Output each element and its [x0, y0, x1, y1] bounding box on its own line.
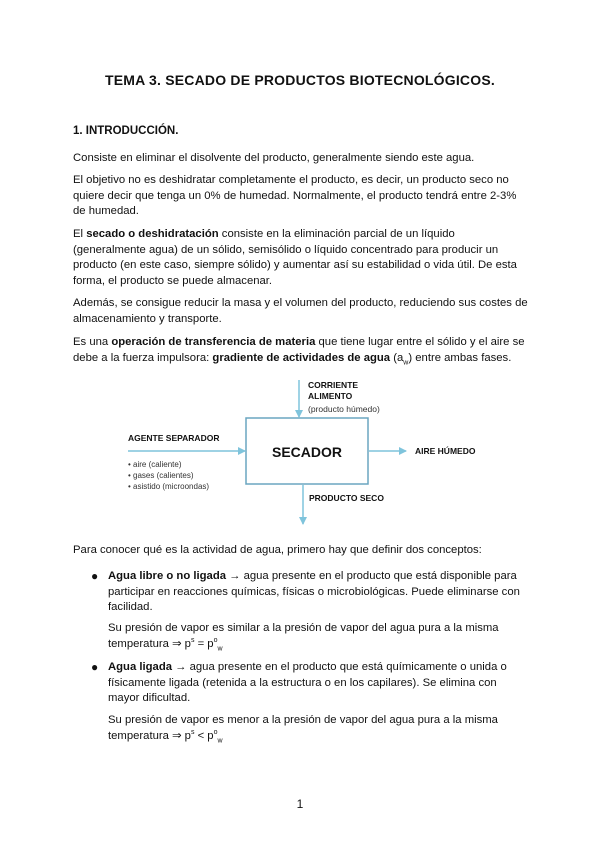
- agent-item: • asistido (microondas): [128, 482, 210, 491]
- feed-label-2: ALIMENTO: [308, 391, 353, 401]
- paragraph-2: El objetivo no es deshidratar completamente el producto, es decir, un producto seco no quiere decir que tenga un 0% de humedad. Normalmente, el producto tendrá entre 2-3% de humedad.: [73, 174, 517, 217]
- secador-label: SECADOR: [271, 444, 343, 460]
- agent-label: AGENTE SEPARADOR: [128, 433, 220, 443]
- paragraph-5: Es una operación de transferencia de materia que tiene lugar entre el sólido y el aire se debe a la fuerza impulsora: gradiente de actividades de agua $(a_w)$ entre ambas fases.: [73, 336, 525, 366]
- agent-item: • gases (calientes): [128, 471, 194, 480]
- bullet-dot: ●: [91, 569, 99, 583]
- bullet-free-water: Agua libre o no ligada → agua presente en el producto que está disponible para participar en reacciones químicas, físicas o microbiológicas. Puede eliminarse con facilidad.: [108, 570, 520, 613]
- bold-term: secado o deshidratación: [86, 228, 219, 240]
- paragraph-3: El secado o deshidratación consiste en la eliminación parcial de un líquido (generalmente agua) de un sólido, semisólido o líquido concentrado para producir un producto (en este caso, siempre sólido) y aumentar así su estabilidad o vida útil. De esta forma, el producto se puede almacenar.: [73, 228, 517, 287]
- humid-air-label: AIRE HÚMEDO: [415, 446, 476, 456]
- bullet-dot: ●: [91, 660, 99, 674]
- section-heading: 1. INTRODUCCIÓN.: [73, 125, 179, 137]
- page-number: 1: [296, 797, 304, 811]
- bound-water-pressure: Su presión de vapor es menor a la presión de vapor del agua pura a la misma temperatura ⇒ $p^s < p^o_w$: [108, 714, 498, 744]
- bold-term: gradiente de actividades de agua: [212, 351, 391, 364]
- paragraph-6: Para conocer qué es la actividad de agua, primero hay que definir dos conceptos:: [73, 544, 482, 556]
- drying-process-diagram: [110, 376, 510, 531]
- bullet-bound-water: Agua ligada → agua presente en el producto que está químicamente o unida o físicamente ligada (retenida a la estructura o en los capilares). Se elimina con mayor dificultad.: [108, 661, 507, 704]
- dry-product-label: PRODUCTO SECO: [309, 493, 384, 503]
- paragraph-1: Consiste en eliminar el disolvente del producto, generalmente siendo este agua.: [73, 152, 475, 164]
- paragraph-4: Además, se consigue reducir la masa y el volumen del producto, reduciendo sus costes de almacenamiento y transporte.: [73, 297, 528, 325]
- page-title: TEMA 3. SECADO DE PRODUCTOS BIOTECNOLÓGICOS.: [105, 72, 495, 88]
- bold-term: operación de transferencia de materia: [111, 336, 316, 348]
- free-water-pressure: Su presión de vapor es similar a la presión de vapor del agua pura a la misma temperatura ⇒ $p^s = p^o_w$: [108, 622, 499, 652]
- feed-label-1: CORRIENTE: [308, 380, 359, 390]
- feed-label-3: (producto húmedo): [308, 404, 380, 414]
- agent-item: • aire (caliente): [128, 460, 182, 469]
